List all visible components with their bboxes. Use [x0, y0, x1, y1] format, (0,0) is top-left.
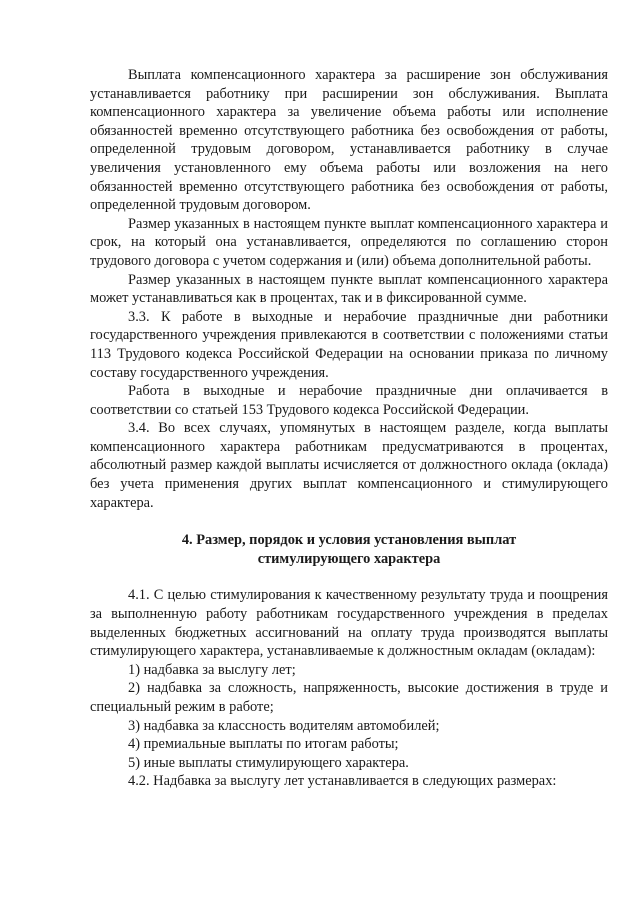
paragraph: 3.4. Во всех случаях, упомянутых в настоящем разделе, когда выплаты компенсационного характера работникам предусматриваются в процентах, абсолютный размер каждой выплаты исчисляется от должностного оклада (оклада) без учета применения других выплат компенсационного и стимулирующего характера. [90, 420, 608, 511]
list-item: 3) надбавка за классность водителям автомобилей; [128, 717, 440, 734]
paragraph: 3.3. К работе в выходные и нерабочие праздничные дни работники государственного учреждения привлекаются в соответствии с положениями статьи 113 Трудового кодекса Российской Федерации на основании приказа по личному составу государственного учреждения. [90, 308, 608, 381]
paragraph-4-2: 4.2. Надбавка за выслугу лет устанавливается в следующих размерах: [128, 773, 557, 790]
document-page [90, 66, 608, 791]
paragraph-4-1: 4.1. С целью стимулирования к качественному результату труда и поощрения за выполненную работу работникам государственного учреждения в пределах выделенных бюджетных ассигнований на оплату труда производятся выплаты стимулирующего характера, устанавливаемые к должностным окладам (окладам): [90, 587, 608, 660]
paragraph: Размер указанных в настоящем пункте выплат компенсационного характера и срок, на который она устанавливается, определяются по соглашению сторон трудового договора с учетом содержания и (или) объема дополнительной работы. [90, 215, 608, 269]
list-item: 5) иные выплаты стимулирующего характера. [128, 754, 409, 771]
section-heading-line: стимулирующего характера [257, 550, 441, 567]
section-heading-line: 4. Размер, порядок и условия установления выплат [181, 532, 517, 549]
paragraph: Работа в выходные и нерабочие праздничные дни оплачивается в соответствии со статьей 153 Трудового кодекса Российской Федерации. [90, 383, 608, 418]
paragraph: Размер указанных в настоящем пункте выплат компенсационного характера может устанавливаться как в процентах, так и в фиксированной сумме. [90, 271, 608, 307]
list-item: 2) надбавка за сложность, напряженность, высокие достижения в труде и специальный режим в работе; [90, 680, 608, 715]
section-heading [90, 531, 608, 568]
list-item: 1) надбавка за выслугу лет; [128, 661, 296, 678]
paragraph: Выплата компенсационного характера за расширение зон обслуживания устанавливается работнику при расширении зон обслуживания. Выплата компенсационного характера за увеличение объема работы или исполнение обязанностей временно отсутствующего работника без освобождения от работы, определенной трудовым договором, устанавливается работнику в случае увеличения установленного ему объема работы или возложения на него обязанностей временно отсутствующего работника без освобождения от работы, определенной трудовым договором. [90, 67, 608, 214]
list-item: 4) премиальные выплаты по итогам работы; [128, 736, 399, 753]
